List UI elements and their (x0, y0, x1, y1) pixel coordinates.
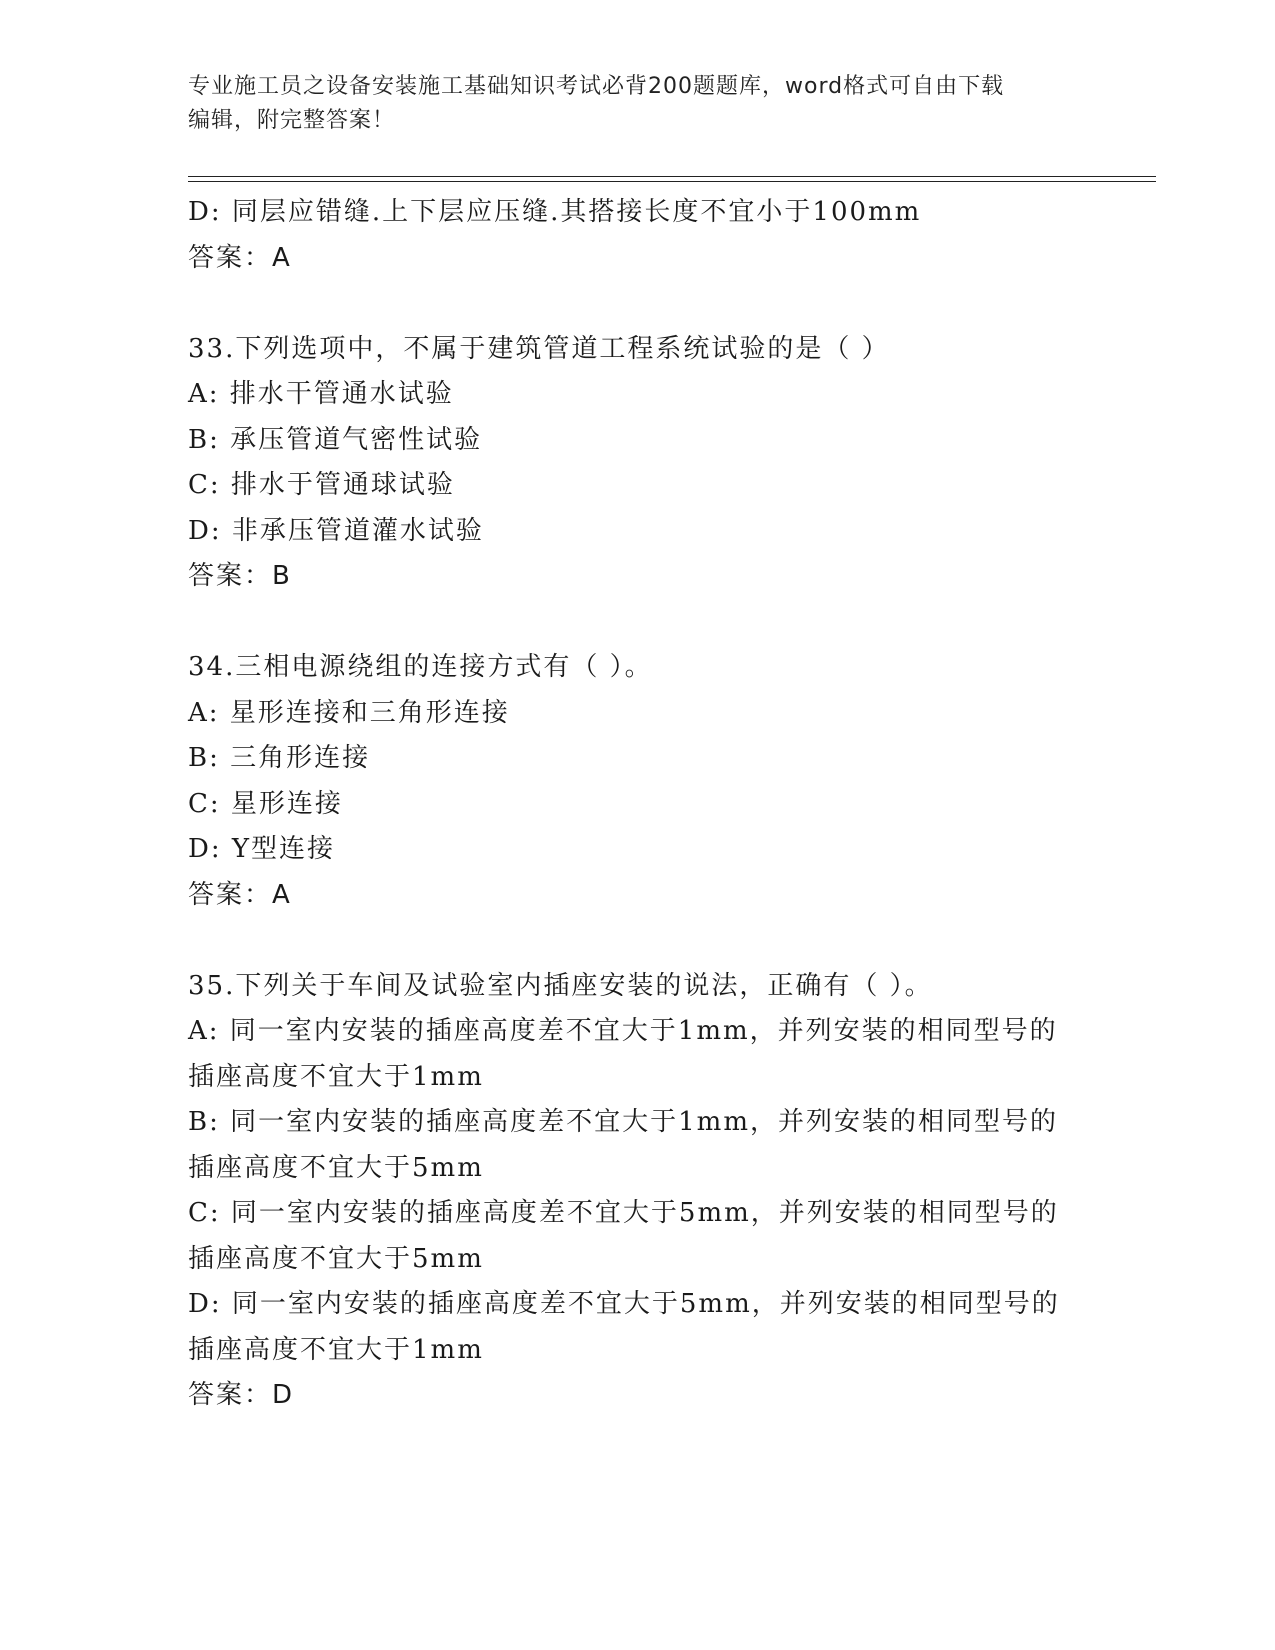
question-32 (188, 190, 1088, 281)
question-34-stem: 34.三相电源绕组的连接方式有（ ）。 (188, 652, 653, 682)
question-35-option-a-line-2: 插座高度不宜大于1mm (188, 1061, 484, 1092)
question-33 (188, 327, 1088, 600)
header-divider-bottom (188, 181, 1156, 182)
question-33-stem: 33.下列选项中，不属于建筑管道工程系统试验的是（ ） (188, 333, 890, 364)
question-32-option-d: D: 同层应错缝.上下层应压缝.其搭接长度不宜小于100mm (188, 197, 922, 227)
question-spacer (188, 281, 1088, 327)
header-title-line-1: 专业施工员之设备安装施工基础知识考试必背200题题库，word格式可自由下载 (188, 74, 1005, 99)
question-34-option-c: C: 星形连接 (188, 788, 343, 819)
question-35-option-d-line-1: D: 同一室内安装的插座高度差不宜大于5mm，并列安装的相同型号的 (188, 1289, 1060, 1319)
question-list (188, 190, 1088, 1419)
header-title-line-2: 编辑，附完整答案！ (188, 108, 396, 133)
question-33-option-c: C: 排水于管通球试验 (188, 470, 455, 500)
question-35-stem: 35.下列关于车间及试验室内插座安装的说法，正确有（ ）。 (188, 970, 933, 1001)
question-34 (188, 645, 1088, 918)
question-35-option-b-line-1: B: 同一室内安装的插座高度差不宜大于1mm，并列安装的相同型号的 (188, 1107, 1058, 1137)
question-35 (188, 964, 1088, 1419)
question-35-option-c-line-1: C: 同一室内安装的插座高度差不宜大于5mm，并列安装的相同型号的 (188, 1198, 1059, 1228)
question-33-option-d: D: 非承压管道灌水试验 (188, 515, 484, 546)
question-35-option-c-line-2: 插座高度不宜大于5mm (188, 1243, 484, 1274)
question-spacer (188, 918, 1088, 964)
question-35-option-a-line-1: A: 同一室内安装的插座高度差不宜大于1mm，并列安装的相同型号的 (188, 1016, 1058, 1046)
question-33-option-a: A: 排水干管通水试验 (188, 379, 454, 409)
question-35-option-b-line-2: 插座高度不宜大于5mm (188, 1152, 484, 1183)
question-34-option-a: A: 星形连接和三角形连接 (188, 697, 510, 728)
question-35-answer: 答案：D (188, 1380, 295, 1410)
question-34-answer: 答案：A (188, 879, 292, 910)
question-spacer (188, 600, 1088, 646)
question-33-option-b: B: 承压管道气密性试验 (188, 424, 483, 455)
question-34-option-b: B: 三角形连接 (188, 743, 371, 773)
header-divider-top (188, 176, 1156, 177)
question-32-answer: 答案：A (188, 242, 292, 273)
question-35-option-d-line-2: 插座高度不宜大于1mm (188, 1334, 484, 1365)
document-header (188, 70, 1088, 138)
question-33-answer: 答案：B (188, 561, 292, 591)
question-34-option-d: D: Y型连接 (188, 834, 336, 864)
